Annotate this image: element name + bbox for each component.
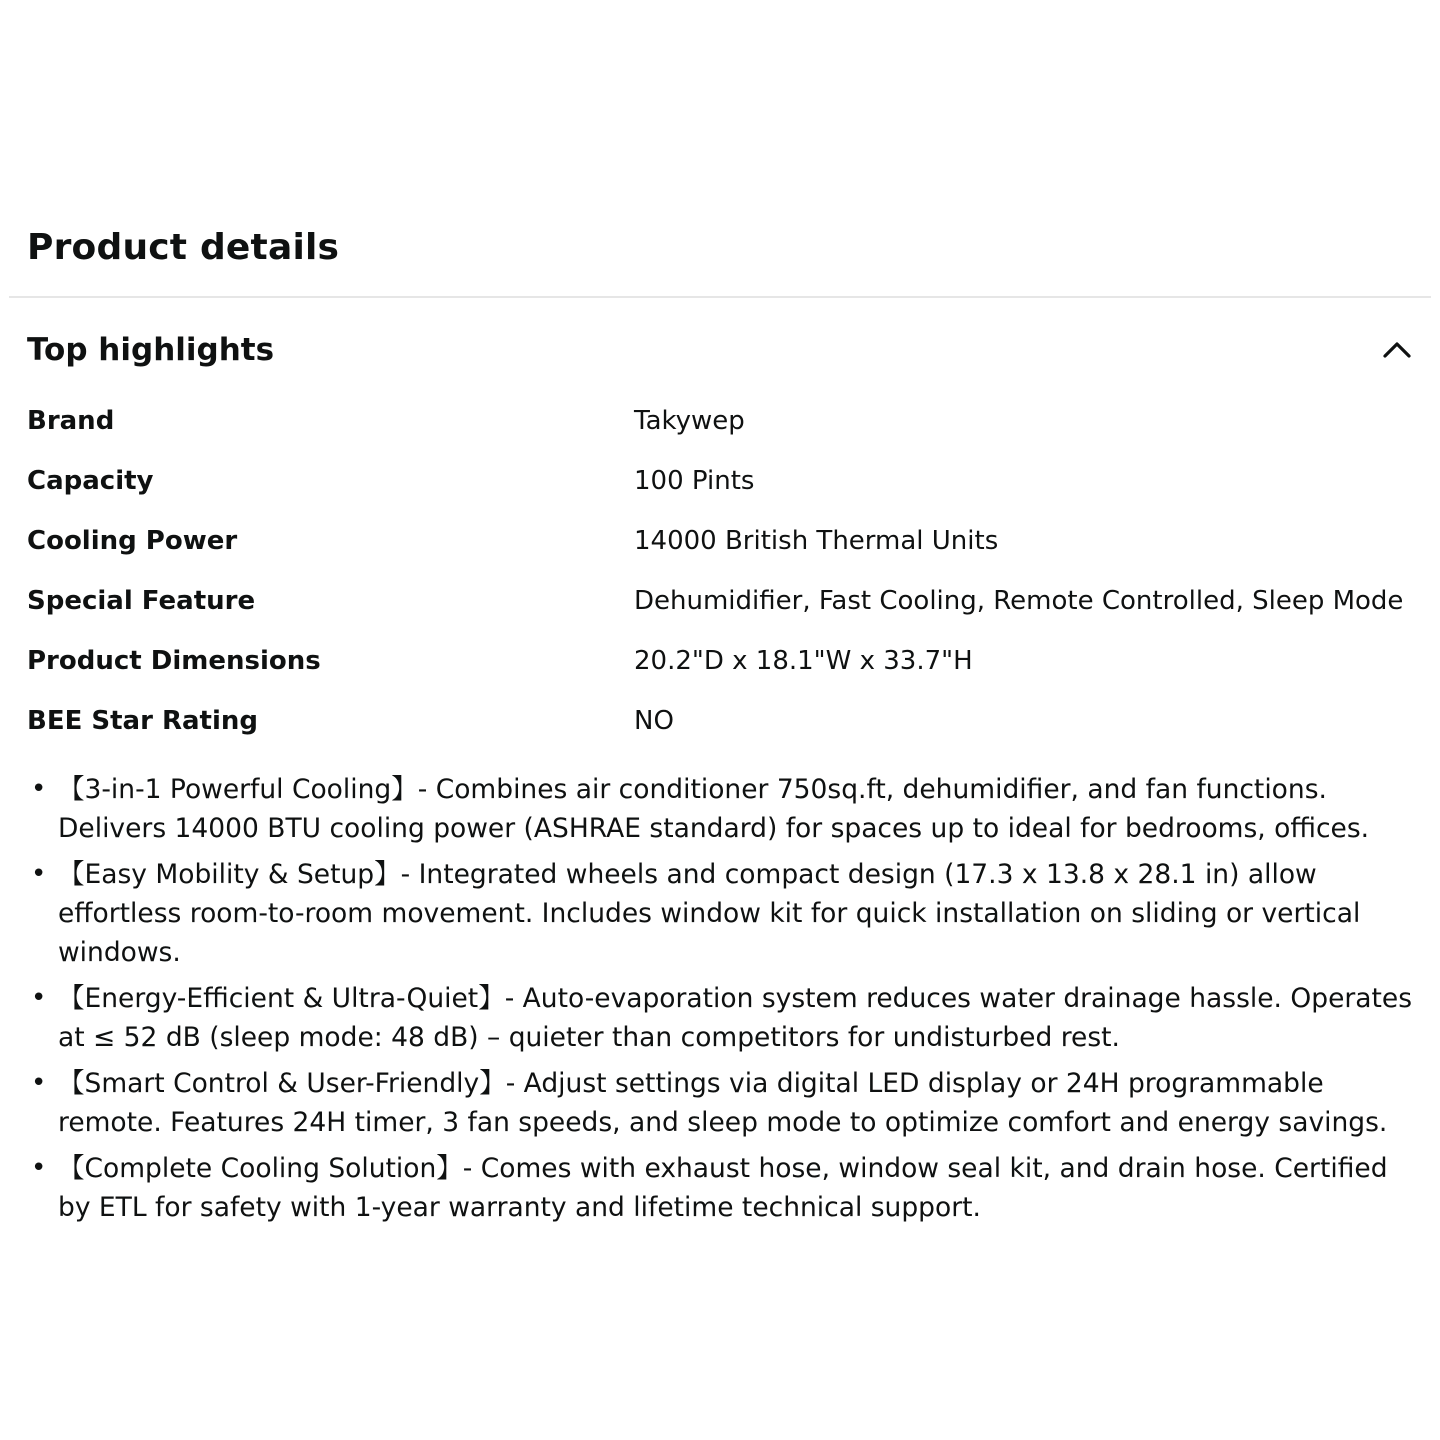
spec-label: Product Dimensions [27,646,321,676]
spec-row-brand [27,396,1427,456]
bullet-text: 【Energy-Efficient & Ultra-Quiet】- Auto-evaporation system reduces water drainage hassle. Operates at ≤ 52 dB (sleep mode: 48 dB) – quieter than competitors for undisturbed rest. [58,983,1413,1053]
bullet-dot-icon: • [31,774,47,804]
list-item [27,770,1417,848]
list-item [27,1149,1417,1227]
spec-value: NO [634,706,674,736]
top-highlights-header[interactable] [27,328,1417,372]
bullet-dot-icon: • [31,1153,47,1183]
bullet-text: 【Easy Mobility & Setup】- Integrated wheels and compact design (17.3 x 13.8 x 28.1 in) allow effortless room-to-room movement. Includes window kit for quick installation on sliding or vertical windows. [58,859,1361,968]
spec-value: 20.2"D x 18.1"W x 33.7"H [634,646,973,676]
spec-row-capacity [27,456,1427,516]
spec-row-cooling-power [27,516,1427,576]
section-divider [9,296,1431,298]
list-item [27,855,1417,972]
spec-label: Capacity [27,466,154,496]
list-item [27,979,1417,1057]
bullet-text: 【Complete Cooling Solution】- Comes with exhaust hose, window seal kit, and drain hose. Certified by ETL for safety with 1-year warranty and lifetime technical support. [58,1153,1388,1223]
list-item [27,1064,1417,1142]
spec-value: Dehumidifier, Fast Cooling, Remote Controlled, Sleep Mode [634,586,1404,616]
page-title: Product details [27,227,340,268]
spec-row-special-feature [27,576,1427,636]
spec-label: Cooling Power [27,526,238,556]
bullet-dot-icon: • [31,1068,47,1098]
spec-value: 100 Pints [634,466,755,496]
chevron-up-icon[interactable] [1377,330,1417,370]
spec-table [27,396,1427,756]
bullet-dot-icon: • [31,983,47,1013]
spec-label: Brand [27,406,115,436]
spec-row-bee-star-rating [27,696,1427,756]
section-title: Top highlights [27,332,275,368]
spec-value: 14000 British Thermal Units [634,526,999,556]
feature-bullet-list [27,770,1417,1234]
bullet-dot-icon: • [31,859,47,889]
spec-label: BEE Star Rating [27,706,258,736]
spec-row-product-dimensions [27,636,1427,696]
spec-value: Takywep [634,406,745,436]
spec-label: Special Feature [27,586,256,616]
bullet-text: 【Smart Control & User-Friendly】- Adjust settings via digital LED display or 24H programmable remote. Features 24H timer, 3 fan speeds, and sleep mode to optimize comfort and energy savings. [58,1068,1388,1138]
bullet-text: 【3-in-1 Powerful Cooling】- Combines air conditioner 750sq.ft, dehumidifier, and fan functions. Delivers 14000 BTU cooling power (ASHRAE standard) for spaces up to ideal for bedrooms, offices. [58,774,1370,844]
